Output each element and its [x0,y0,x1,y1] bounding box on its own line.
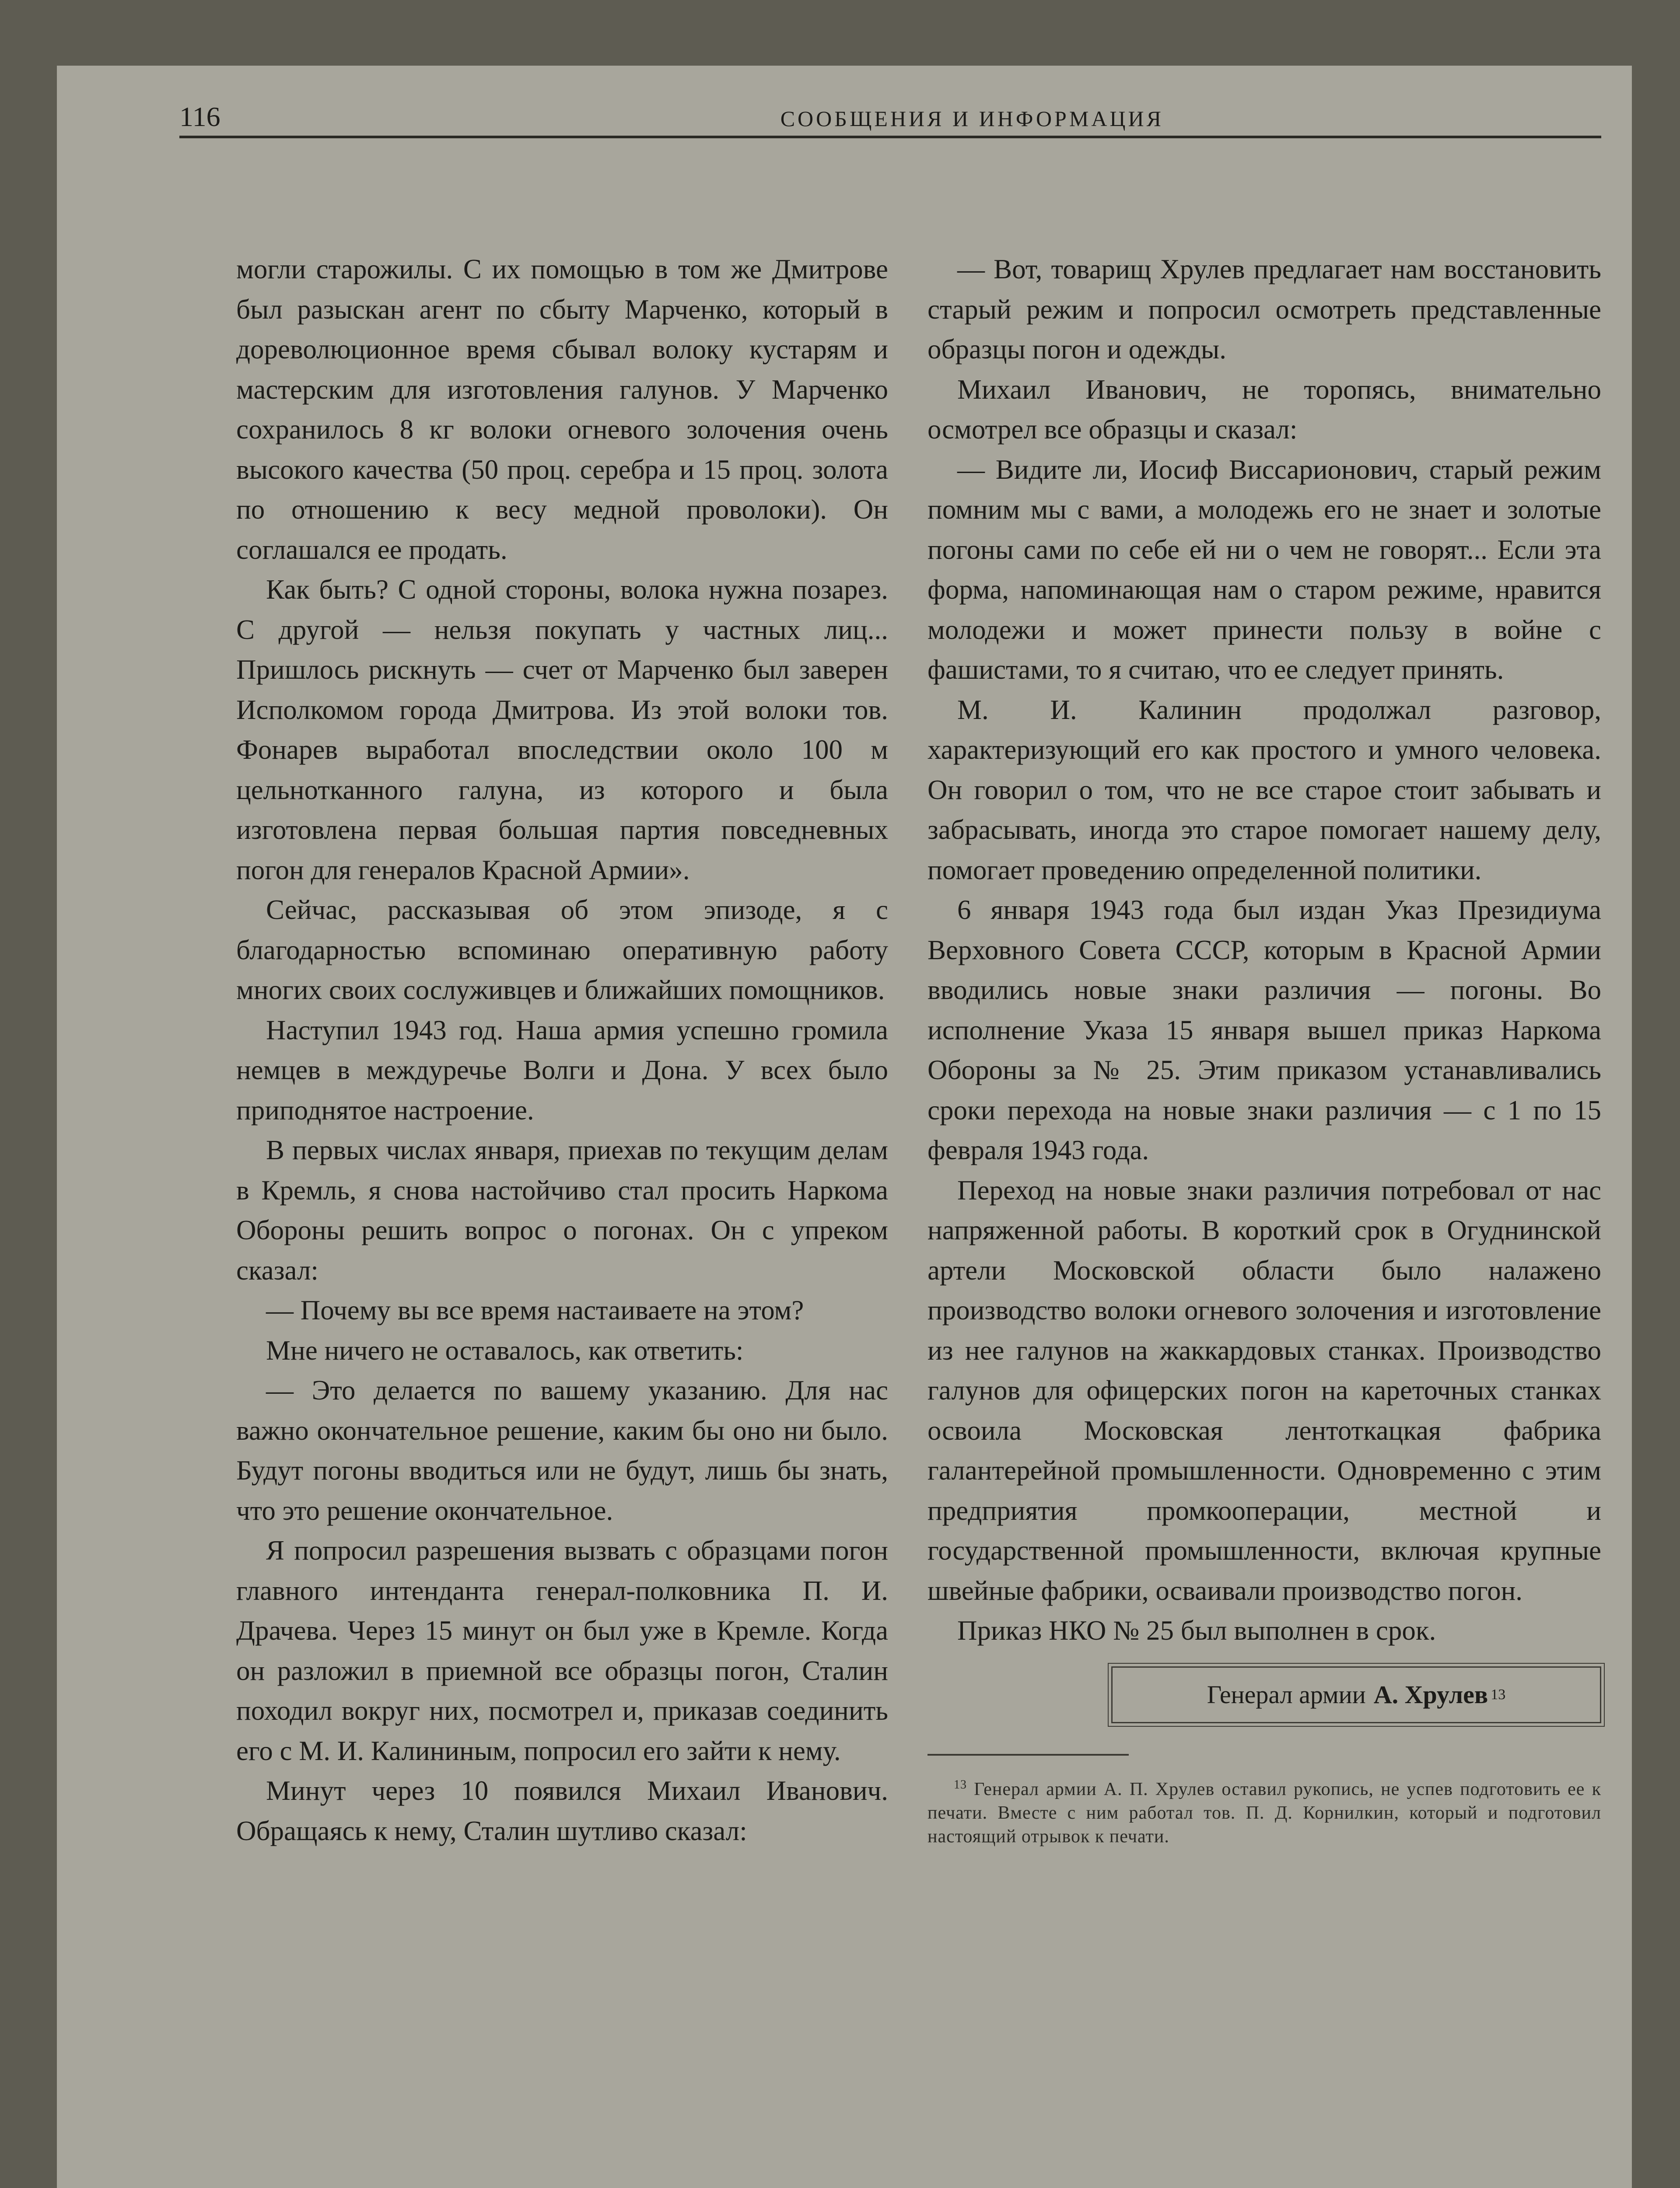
author-rank: Генерал армии [1207,1680,1366,1709]
paragraph: Приказ НКО № 25 был выполнен в срок. [957,1615,1436,1646]
paragraph: Михаил Иванович, не торопясь, внимательно осмотрел все образцы и сказал: [928,374,1601,445]
paragraph: могли старожилы. С их помощью в том же Дмитрове был разыскан агент по сбыту Марченко, который в дореволюционное время сбывал волоку кустарям и мастерским для изготовления галунов. У Марченко сохранилось 8 кг волоки огневого золочения очень высокого качества (50 проц. серебра и 15 проц. золота по отношению к весу медной проволоки). Он соглашался ее продать. [236,254,888,565]
paragraph: Сейчас, рассказывая об этом эпизоде, я с благодарностью вспоминаю оперативную работу многих своих сослуживцев и ближайших помощников. [236,894,888,1005]
paragraph: — Почему вы все время настаиваете на этом? [266,1295,804,1325]
right-column [928,249,1601,1848]
paragraph: Как быть? С одной стороны, волока нужна позарез. С другой — нельзя покупать у частных лиц... Пришлось рискнуть — счет от Марченко был заверен Исполкомом города Дмитрова. Из этой волоки тов. Фонарев выработал впоследствии около 100 м цельнотканного галуна, из которого и была изготовлена первая большая партия повседневных погон для генералов Красной Армии». [236,574,888,885]
footnote-mark: 13 [1491,1686,1506,1703]
paragraph: — Видите ли, Иосиф Виссарионович, старый режим помним мы с вами, а молодежь его не знает и золотые погоны сами по себе ей ни о чем не говорят... Если эта форма, напоминающая нам о старом режиме, нравится молодежи и может принести пользу в войне с фашистами, то я считаю, что ее следует принять. [928,454,1601,685]
paragraph: В первых числах января, приехав по текущим делам в Кремль, я снова настойчиво стал просить Наркома Обороны решить вопрос о погонах. Он с упреком сказал: [236,1135,888,1286]
paragraph: Мне ничего не оставалось, как ответить: [266,1335,744,1366]
footnote-text: Генерал армии А. П. Хрулев оставил рукопись, не успев подготовить ее к печати. Вместе с ним работал тов. П. Д. Корнилкин, который и подготовил настоящий отрывок к печати. [928,1779,1602,1847]
paragraph: Переход на новые знаки различия потребовал от нас напряженной работы. В короткий срок в Огуднинской артели Московской области было налажено производство волоки огневого золочения и изготовление из нее галунов на жаккардовых станках. Производство галунов для офицерских погон на кареточных станках освоила Московская лентоткацкая фабрика галантерейной промышленности. Одновременно с этим предприятия промкооперации, местной и государственной промышленности, включая крупные швейные фабрики, осваивали производство погон. [928,1175,1601,1606]
paragraph: Минут через 10 появился Михаил Иванович. Обращаясь к нему, Сталин шутливо сказал: [236,1775,888,1846]
paragraph: 6 января 1943 года был издан Указ Президиума Верховного Совета СССР, которым в Красной Армии вводились новые знаки различия — погоны. Во исполнение Указа 15 января вышел приказ Наркома Обороны за № 25. Этим приказом устанавливались сроки перехода на новые знаки различия — с 1 по 15 февраля 1943 года. [928,894,1601,1165]
author-name: А. Хрулев [1373,1680,1488,1709]
footnote-divider [928,1754,1129,1756]
paragraph: Я попросил разрешения вызвать с образцами погон главного интенданта генерал-полковника П. И. Драчева. Через 15 минут он был уже в Кремле. Когда он разложил в приемной все образцы погон, Сталин походил вокруг них, посмотрел и, приказав соединить его с М. И. Калининым, попросил его зайти к нему. [236,1535,888,1766]
paragraph: — Вот, товарищ Хрулев предлагает нам восстановить старый режим и попросил осмотреть представленные образцы погон и одежды. [928,254,1601,365]
footnote-number: 13 [954,1778,967,1792]
author-signature [1111,1666,1601,1723]
page-header [179,101,1601,138]
paragraph: — Это делается по вашему указанию. Для нас важно окончательное решение, каким бы оно ни было. Будут погоны вводиться или не будут, лишь бы знать, что это решение окончательное. [236,1375,888,1526]
footnote [928,1773,1601,1848]
paragraph: Наступил 1943 год. Наша армия успешно громила немцев в междуречье Волги и Дона. У всех было приподнятое настроение. [236,1014,888,1126]
running-head: СООБЩЕНИЯ И ИНФОРМАЦИЯ [780,106,1164,131]
page-number: 116 [179,101,220,132]
paragraph: М. И. Калинин продолжал разговор, характеризующий его как простого и умного человека. Он говорил о том, что не все старое стоит забывать и забрасывать, иногда это старое помогает нашему делу, помогает проведению определенной политики. [928,694,1601,885]
left-column [236,249,888,1851]
